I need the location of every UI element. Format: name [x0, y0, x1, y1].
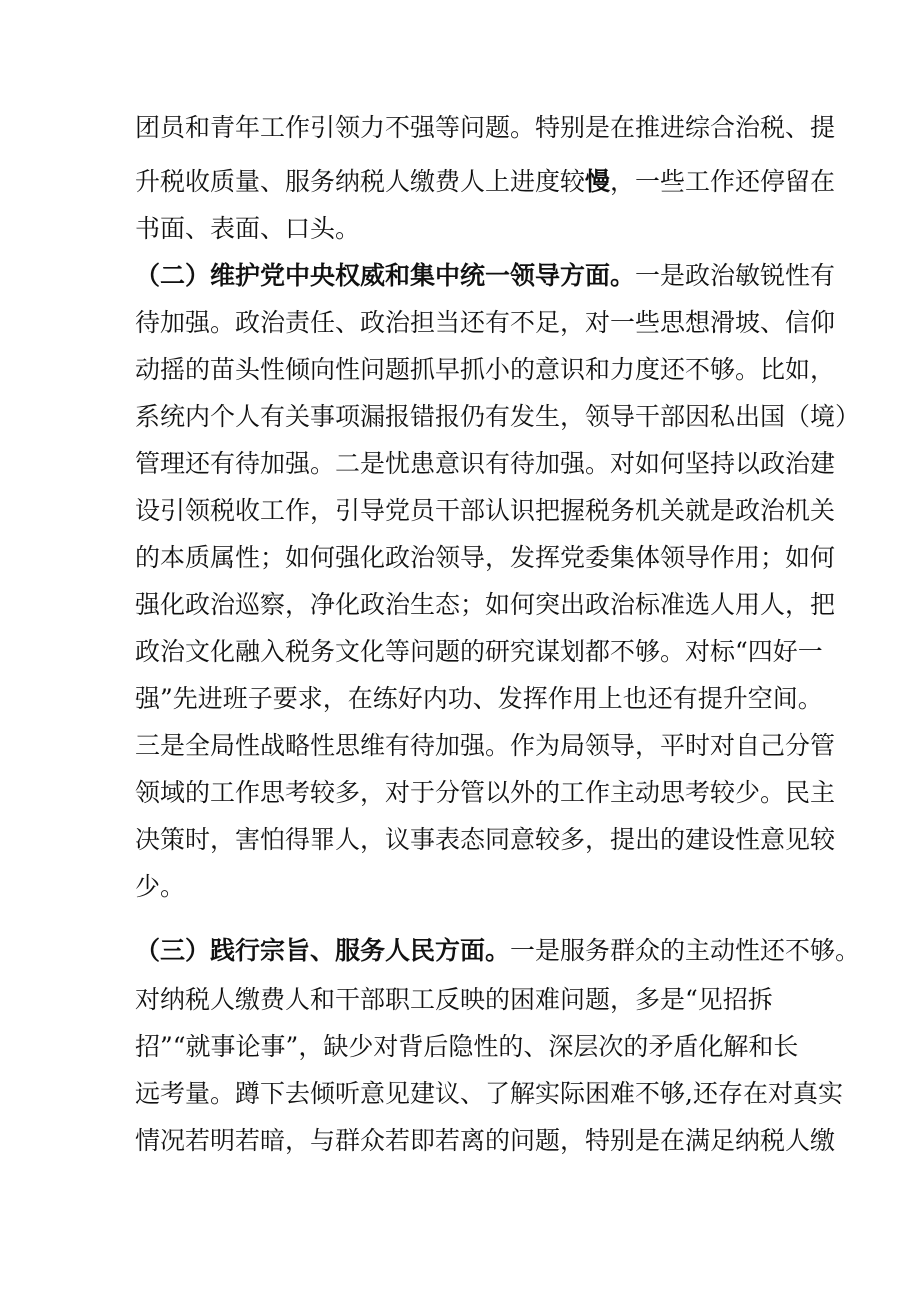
section-3-first-line [135, 931, 861, 971]
text-line-15: 领域的工作思考较多，对于分管以外的工作主动思考较少。民主 [135, 778, 836, 807]
text-line-10: 的本质属性；如何强化政治领导，发挥党委集体领导作用；如何 [135, 543, 836, 572]
text-line-20: 招”“就事论事”，缺少对背后隐性的、深层次的矛盾化解和长 [135, 1032, 799, 1061]
text-line-11: 强化政治巡察，净化政治生态；如何突出政治标准选人用人，把 [135, 590, 836, 619]
text-line-1: 团员和青年工作引领力不强等问题。特别是在推进综合治税、提 [135, 113, 836, 142]
text-line-2-start: 升税收质量、服务纳税人缴费人上进度较 [135, 167, 586, 196]
section-3-text: 一是服务群众的主动性还不够。 [510, 936, 861, 965]
text-line-16: 决策时，害怕得罪人，议事表态同意较多，提出的建设性意见较 [135, 825, 836, 854]
text-line-9: 设引领税收工作，引导党员干部认识把握税务机关就是政治机关 [135, 496, 836, 525]
text-line-7: 系统内个人有关事项漏报错报仍有发生，领导干部因私出国（境） [135, 402, 861, 431]
text-line-12: 政治文化融入税务文化等问题的研究谋划都不够。对标“四好一 [135, 637, 823, 666]
section-2-heading: （二）维护党中央权威和集中统一领导方面。 [135, 261, 636, 290]
section-3-heading: （三）践行宗旨、服务人民方面。 [135, 936, 511, 965]
text-line-2 [135, 162, 836, 202]
text-line-14: 三是全局性战略性思维有待加强。作为局领导，平时对自己分管 [135, 731, 836, 760]
text-line-2-end: ，一些工作还停留在 [610, 167, 836, 196]
text-line-8: 管理还有待加强。二是忧患意识有待加强。对如何坚持以政治建 [135, 449, 836, 478]
text-line-22: 情况若明若暗，与群众若即若离的问题，特别是在满足纳税人缴 [135, 1126, 836, 1155]
emphasized-char: 慢 [585, 167, 611, 196]
section-2-first-line [135, 256, 836, 296]
text-line-5: 待加强。政治责任、政治担当还有不足，对一些思想滑坡、信仰 [135, 308, 836, 337]
text-line-21: 远考量。蹲下去倾听意见建议、了解实际困难不够,还存在对真实 [135, 1079, 843, 1108]
text-line-13: 强”先进班子要求，在练好内功、发挥作用上也还有提升空间。 [135, 684, 823, 713]
text-line-19: 对纳税人缴费人和干部职工反映的困难问题，多是“见招拆 [135, 985, 773, 1014]
section-2-text: 一是政治敏锐性有 [635, 261, 836, 290]
text-line-6: 动摇的苗头性倾向性问题抓早抓小的意识和力度还不够。比如， [135, 355, 836, 384]
text-line-17: 少。 [135, 872, 186, 901]
text-line-3: 书面、表面、口头。 [135, 214, 361, 243]
